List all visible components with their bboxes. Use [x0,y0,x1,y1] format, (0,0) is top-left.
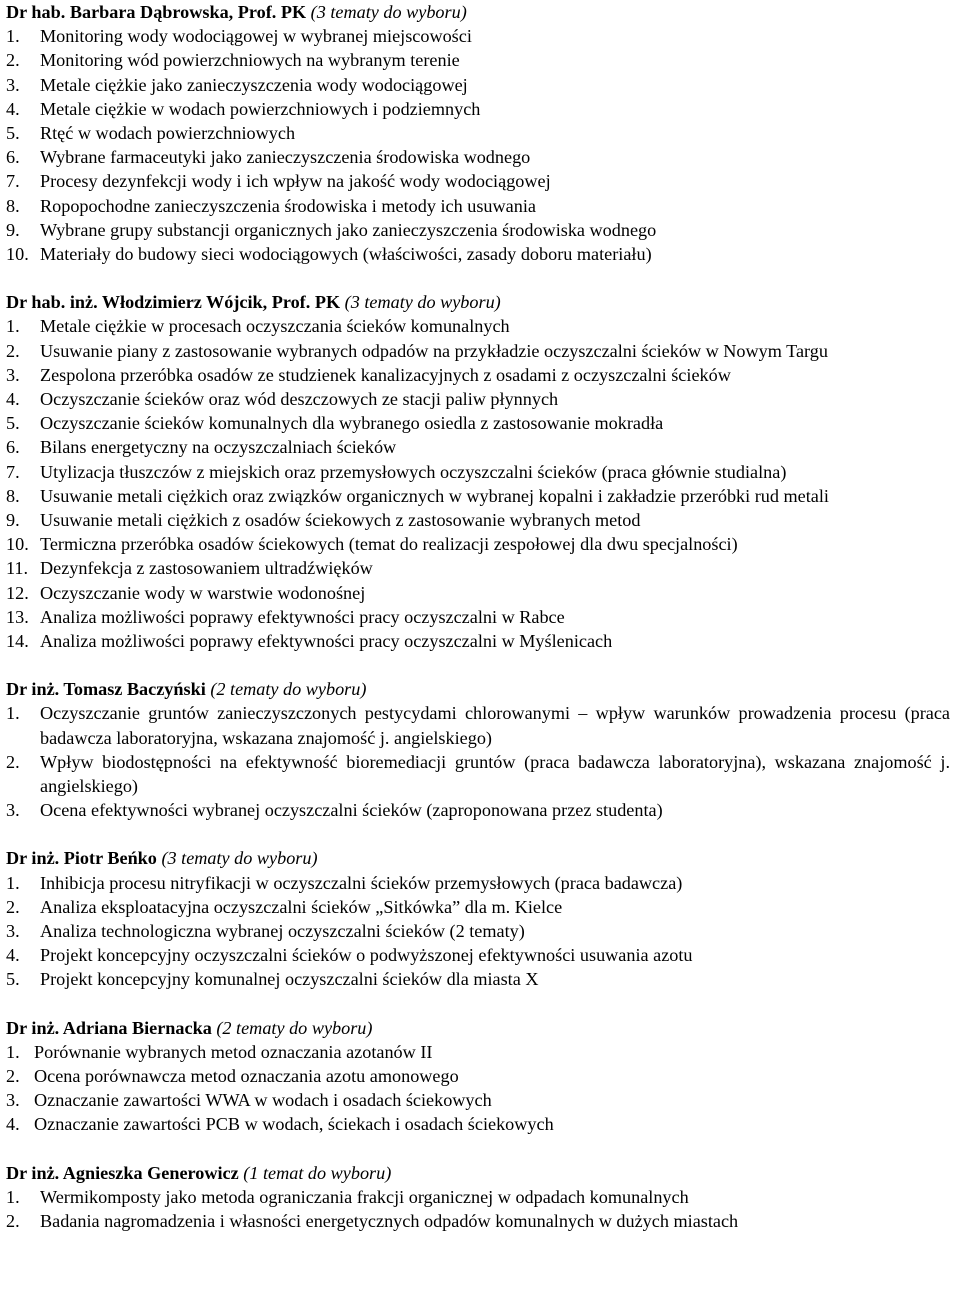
item-text: Oczyszczanie ścieków komunalnych dla wybranego osiedla z zastosowanie mokradła [40,413,664,434]
item-number: 8. [6,485,20,506]
item-text: Projekt koncepcyjny oczyszczalni ścieków o podwyższonej efektywności usuwania azotu [40,945,693,966]
list-item [6,24,950,48]
supervisor-section [6,846,950,991]
item-number: 2. [6,1066,20,1087]
supervisor-heading [6,1016,950,1040]
section-gap [6,822,950,846]
list-item [6,242,950,266]
list-item [6,411,950,435]
supervisor-section [6,290,950,653]
item-number: 1. [6,1186,20,1207]
list-item [6,798,950,822]
item-text: Zespolona przeróbka osadów ze studzienek kanalizacyjnych z osadami z oczyszczalni ścieków [40,364,731,385]
list-item [6,1064,950,1088]
item-number: 4. [6,389,20,410]
supervisor-heading [6,846,950,870]
item-number: 13. [6,606,29,627]
list-item [6,194,950,218]
section-gap [6,653,950,677]
item-number: 7. [6,461,20,482]
list-item [6,605,950,629]
item-text: Ocena porównawcza metod oznaczania azotu amonowego [34,1066,459,1087]
item-number: 3. [6,921,20,942]
list-item [6,750,950,798]
item-text: Oczyszczanie wody w warstwie wodonośnej [40,582,366,603]
item-text: Badania nagromadzenia i własności energetycznych odpadów komunalnych w dużych miastach [40,1211,739,1232]
list-item [6,943,950,967]
item-number: 3. [6,74,20,95]
item-text: Usuwanie piany z zastosowanie wybranych odpadów na przykładzie oczyszczalni ścieków w Nowym Targu [40,340,828,361]
item-number: 2. [6,340,20,361]
item-text: Monitoring wód powierzchniowych na wybranym terenie [40,50,460,71]
list-item [6,218,950,242]
list-item [6,1088,950,1112]
list-item [6,460,950,484]
supervisor-section [6,677,950,822]
supervisor-name: Dr inż. Piotr Beńko [6,848,157,869]
item-number: 5. [6,123,20,143]
list-item [6,48,950,72]
item-text: Porównanie wybranych metod oznaczania azotanów II [34,1041,433,1062]
list-item [6,508,950,532]
item-text: Utylizacja tłuszczów z miejskich oraz przemysłowych oczyszczalni ścieków (praca głównie studialna) [40,461,787,482]
topic-count-note: (3 tematy do wyboru) [306,2,467,22]
supervisor-heading [6,677,950,701]
item-text: Ocena efektywności wybranej oczyszczalni ścieków (zaproponowana przez studenta) [40,800,663,821]
item-text: Wpływ biodostępności na efektywność bioremediacji gruntów (praca badawcza laboratoryjna), wskazana znajomość j. angielskiego) [40,751,950,797]
item-number: 4. [6,945,20,966]
item-text: Analiza technologiczna wybranej oczyszczalni ścieków (2 tematy) [40,921,525,942]
item-text: Metale ciężkie w procesach oczyszczania ścieków komunalnych [40,316,510,337]
list-item [6,97,950,121]
list-item [6,169,950,193]
item-text: Termiczna przeróbka osadów ściekowych (temat do realizacji zespołowej dla dwu specjalności) [40,534,738,555]
list-item [6,967,950,991]
item-number: 3. [6,800,20,821]
item-number: 5. [6,413,20,434]
list-item [6,363,950,387]
supervisor-section [6,1161,950,1234]
item-text: Rtęć w wodach powierzchniowych [40,123,296,143]
item-number: 4. [6,1114,20,1135]
item-text: Analiza możliwości poprawy efektywności pracy oczyszczalni w Rabce [40,606,565,627]
item-text: Usuwanie metali ciężkich oraz związków organicznych w wybranej kopalni i zakładzie przeróbki rud metali [40,485,829,506]
supervisor-section [6,0,950,266]
section-gap [6,1137,950,1161]
list-item [6,435,950,459]
item-number: 3. [6,364,20,385]
item-number: 3. [6,1090,20,1111]
item-number: 9. [6,510,20,531]
supervisor-name: Dr hab. inż. Włodzimierz Wójcik, Prof. PK [6,292,341,313]
item-number: 4. [6,98,20,119]
item-text: Oczyszczanie ścieków oraz wód deszczowych ze stacji paliw płynnych [40,389,559,410]
item-number: 6. [6,147,20,168]
item-number: 1. [6,26,20,47]
supervisor-name: Dr inż. Agnieszka Generowicz [6,1162,239,1183]
list-item [6,895,950,919]
item-number: 14. [6,631,29,652]
list-item [6,629,950,653]
item-number: 1. [6,703,20,724]
item-text: Usuwanie metali ciężkich z osadów ściekowych z zastosowanie wybranych metod [40,510,641,531]
item-text: Procesy dezynfekcji wody i ich wpływ na jakość wody wodociągowej [40,171,551,192]
item-number: 2. [6,1211,20,1232]
topic-count-note: (2 tematy do wyboru) [205,679,367,700]
item-number: 6. [6,437,20,458]
list-item [6,121,950,145]
list-item [6,532,950,556]
list-item [6,556,950,580]
item-text: Wybrane farmaceutyki jako zanieczyszczenia środowiska wodnego [40,147,531,168]
section-gap [6,992,950,1016]
item-text: Bilans energetyczny na oczyszczalniach ścieków [40,437,397,458]
item-number: 11. [6,558,29,579]
list-item [6,339,950,363]
supervisor-name: Dr hab. Barbara Dąbrowska, Prof. PK [6,2,307,22]
item-text: Wermikomposty jako metoda ograniczania frakcji organicznej w odpadach komunalnych [40,1186,689,1207]
list-item [6,145,950,169]
list-item [6,1112,950,1136]
item-number: 8. [6,195,20,216]
topic-count-note: (3 tematy do wyboru) [156,848,318,869]
list-item [6,581,950,605]
list-item [6,1040,950,1064]
topic-count-note: (3 tematy do wyboru) [340,292,501,313]
item-number: 5. [6,969,20,990]
supervisor-section [6,1016,950,1137]
supervisor-heading [6,290,950,314]
item-number: 2. [6,50,20,71]
item-text: Dezynfekcja z zastosowaniem ultradźwięków [40,558,373,579]
section-gap [6,266,950,290]
item-text: Metale ciężkie w wodach powierzchniowych i podziemnych [40,98,481,119]
item-number: 9. [6,219,20,240]
topic-count-note: (2 tematy do wyboru) [211,1017,373,1038]
item-number: 2. [6,896,20,917]
item-text: Ropopochodne zanieczyszczenia środowiska i metody ich usuwania [40,195,536,216]
item-text: Materiały do budowy sieci wodociągowych (właściwości, zasady doboru materiału) [40,244,652,265]
list-item [6,1185,950,1209]
item-text: Oznaczanie zawartości PCB w wodach, ściekach i osadach ściekowych [34,1114,554,1135]
item-number: 2. [6,751,20,772]
item-text: Oznaczanie zawartości WWA w wodach i osadach ściekowych [34,1090,492,1111]
item-number: 10. [6,534,29,555]
supervisor-name: Dr inż. Adriana Biernacka [6,1017,212,1038]
item-number: 10. [6,244,29,265]
item-text: Projekt koncepcyjny komunalnej oczyszczalni ścieków dla miasta X [40,969,539,990]
item-text: Wybrane grupy substancji organicznych jako zanieczyszczenia środowiska wodnego [40,219,657,240]
item-number: 12. [6,582,29,603]
item-number: 1. [6,316,20,337]
list-item [6,701,950,749]
item-number: 7. [6,171,20,192]
list-item [6,314,950,338]
topic-count-note: (1 temat do wyboru) [238,1162,392,1183]
list-item [6,484,950,508]
item-number: 1. [6,1041,20,1062]
list-item [6,387,950,411]
list-item [6,919,950,943]
item-number: 1. [6,872,20,893]
supervisor-name: Dr inż. Tomasz Baczyński [6,679,206,700]
item-text: Metale ciężkie jako zanieczyszczenia wody wodociągowej [40,74,468,95]
item-text: Oczyszczanie gruntów zanieczyszczonych pestycydami chlorowanymi – wpływ warunków prowadzenia procesu (praca badawcza laboratoryjna, wskazana znajomość j. angielskiego) [40,703,950,748]
item-text: Analiza możliwości poprawy efektywności pracy oczyszczalni w Myślenicach [40,631,613,652]
item-text: Monitoring wody wodociągowej w wybranej miejscowości [40,26,472,47]
supervisor-heading [6,1161,950,1185]
list-item [6,871,950,895]
list-item [6,1209,950,1233]
item-text: Inhibicja procesu nitryfikacji w oczyszczalni ścieków przemysłowych (praca badawcza) [40,872,683,893]
list-item [6,73,950,97]
item-text: Analiza eksploatacyjna oczyszczalni ścieków „Sitkówka” dla m. Kielce [40,896,563,917]
supervisor-heading [6,0,950,24]
